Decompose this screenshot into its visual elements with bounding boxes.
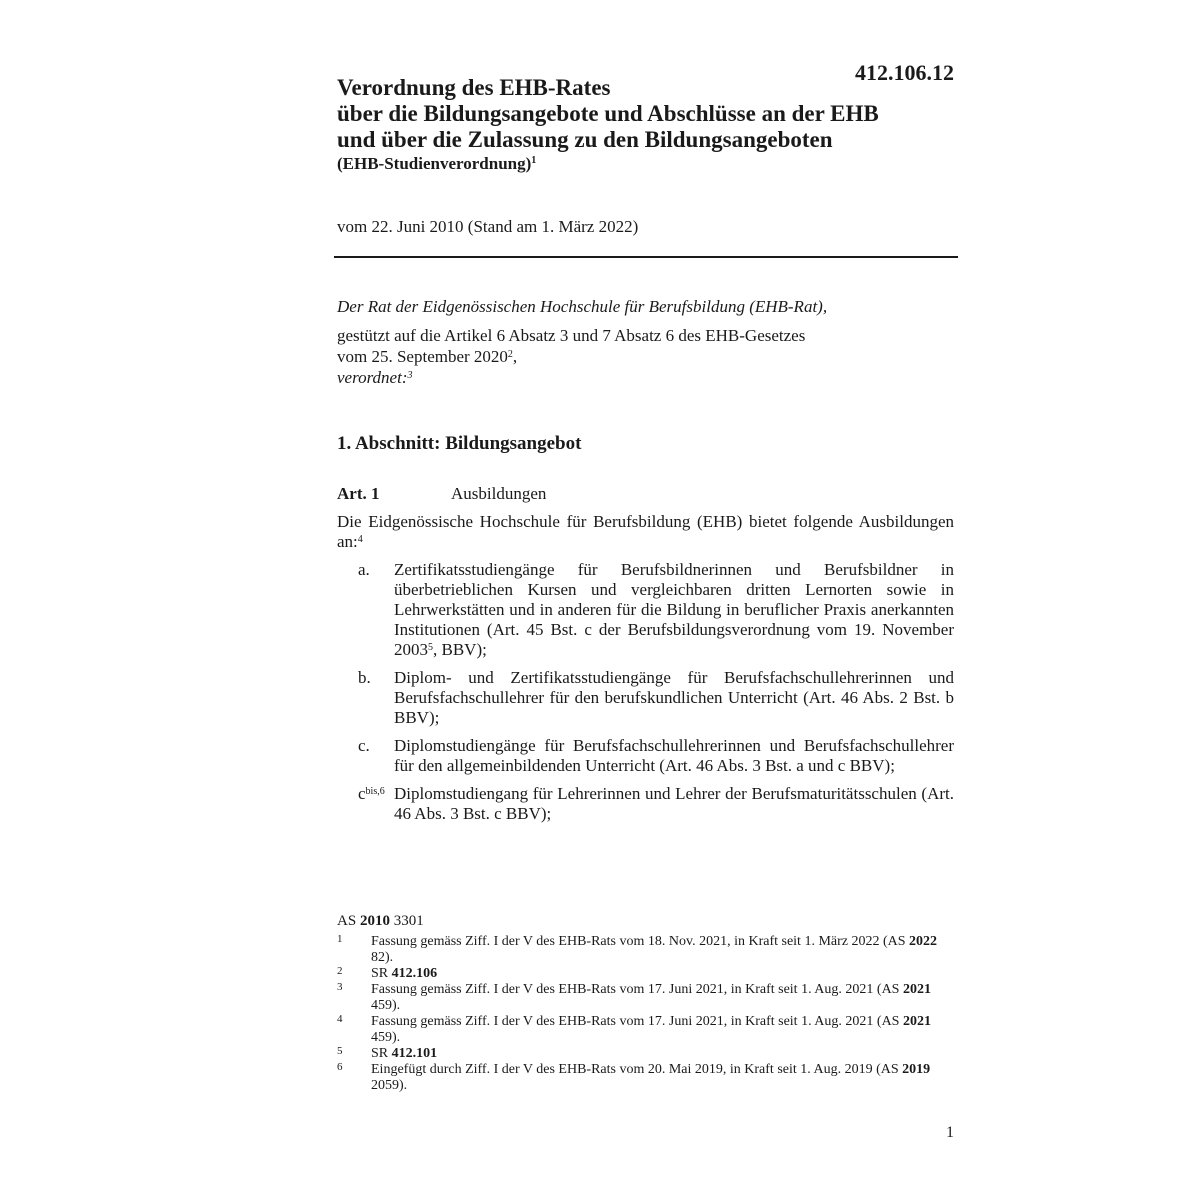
as-year: 2010 — [359, 913, 390, 929]
list-item — [337, 668, 954, 728]
footnote-text: Eingefügt durch Ziff. I der V des EHB-Rats vom 20. Mai 2019, in Kraft seit 1. Aug. 2019 (AS — [371, 1062, 903, 1077]
list-marker: b. — [358, 668, 371, 687]
footnote-number: 5 — [337, 1045, 343, 1057]
footnote-ref[interactable]: 5 — [428, 642, 433, 653]
list-item — [337, 736, 954, 776]
footnote-text-end: 459). — [371, 998, 401, 1013]
title-line: über die Bildungsangebote und Abschlüsse an der EHB — [337, 101, 879, 126]
footnote-text: Fassung gemäss Ziff. I der V des EHB-Rats vom 18. Nov. 2021, in Kraft seit 1. März 2022 (AS — [371, 934, 910, 949]
footnote-number: 6 — [337, 1061, 343, 1073]
date-line: vom 22. Juni 2010 (Stand am 1. März 2022) — [337, 217, 639, 236]
footnote-text: SR — [371, 1046, 392, 1061]
footnote-text: Fassung gemäss Ziff. I der V des EHB-Rats vom 17. Juni 2021, in Kraft seit 1. Aug. 2021 (AS — [371, 1014, 903, 1029]
footnotes — [337, 934, 954, 1094]
section-heading: 1. Abschnitt: Bildungsangebot — [337, 433, 582, 454]
footnote — [337, 966, 954, 982]
short-title — [337, 154, 536, 174]
as-reference — [337, 913, 424, 930]
footnote-ref[interactable]: bis,6 — [365, 786, 385, 797]
article-intro — [337, 512, 954, 552]
footnote-bold: 2022 — [909, 934, 938, 949]
preamble-basis-line — [337, 346, 957, 367]
footnote-number: 3 — [337, 981, 343, 993]
as-page: 3301 — [393, 913, 424, 929]
sr-number: 412.106.12 — [855, 60, 954, 85]
footnote-bold: 2021 — [902, 1014, 931, 1029]
footnote-number: 4 — [337, 1013, 343, 1025]
footnote-number: 2 — [337, 965, 343, 977]
article-list — [337, 560, 954, 824]
list-item-text — [394, 560, 954, 660]
list-marker — [358, 784, 385, 804]
footnote-ref[interactable]: 1 — [531, 155, 537, 166]
decree-text: verordnet: — [337, 368, 408, 387]
document-title — [337, 75, 957, 153]
preamble — [337, 296, 957, 388]
footnote-bold[interactable]: 412.106 — [391, 966, 438, 981]
preamble-basis-text: vom 25. September 2020 — [337, 347, 508, 366]
article-body — [337, 512, 954, 832]
footnote-number: 1 — [337, 933, 343, 945]
list-marker-letter: c — [358, 784, 366, 803]
list-item-text: Diplomstudiengang für Lehrerinnen und Lehrer der Berufsmaturitätsschulen (Art. 46 Abs. 3 Bst. c BBV); — [394, 784, 954, 823]
footnote-ref[interactable]: 3 — [407, 370, 413, 381]
list-item-body: Zertifikatsstudiengänge für Berufsbildnerinnen und Berufsbildner in überbetrieblichen Kursen und vergleichbaren dritten Lernorten sowie in Lehrwerkstätten und in anderen für die Bildung in beruflicher Praxis anerkannten Institutionen (Art. 45 Bst. c der Berufsbildungsverordnung vom 19. November 2003 — [394, 560, 954, 659]
footnote-bold: 2019 — [902, 1062, 931, 1077]
list-marker: a. — [358, 560, 370, 579]
footnote-bold: 2021 — [902, 982, 931, 997]
page-number: 1 — [946, 1124, 954, 1141]
list-marker: c. — [358, 736, 370, 755]
as-prefix: AS — [337, 913, 357, 929]
article-title: Ausbildungen — [451, 484, 547, 503]
title-line: Verordnung des EHB-Rates — [337, 75, 611, 100]
footnote-text-end: 459). — [371, 1030, 401, 1045]
list-item-body-end: , BBV); — [433, 640, 487, 659]
preamble-basis-line: gestützt auf die Artikel 6 Absatz 3 und 7 Absatz 6 des EHB-Gesetzes — [337, 326, 806, 345]
footnote — [337, 934, 954, 966]
footnote-text-end: 82). — [371, 950, 394, 965]
list-item-text: Diplom- und Zertifikatsstudiengänge für Berufsfachschullehrerinnen und Berufsfachschullehrer für den berufskundlichen Unterricht (Art. 46 Abs. 2 Bst. b BBV); — [394, 668, 954, 727]
footnote-text: Fassung gemäss Ziff. I der V des EHB-Rats vom 17. Juni 2021, in Kraft seit 1. Aug. 2021 (AS — [371, 982, 903, 997]
short-title-text: (EHB-Studienverordnung) — [337, 154, 532, 173]
footnote-ref[interactable]: 2 — [507, 349, 513, 360]
footnote-text-end: 2059). — [371, 1078, 408, 1093]
footnote — [337, 982, 954, 1014]
footnote — [337, 1062, 954, 1094]
footnote — [337, 1046, 954, 1062]
footnote-bold[interactable]: 412.101 — [391, 1046, 438, 1061]
list-item-text: Diplomstudiengänge für Berufsfachschullehrerinnen und Berufsfachschullehrer für den allgemeinbildenden Unterricht (Art. 46 Abs. 3 Bst. a und c BBV); — [394, 736, 954, 775]
footnote — [337, 1014, 954, 1046]
list-item — [337, 784, 954, 824]
article-intro-text: Die Eidgenössische Hochschule für Berufsbildung (EHB) bietet folgende Ausbildungen an: — [337, 512, 954, 551]
preamble-intro: Der Rat der Eidgenössischen Hochschule für Berufsbildung (EHB-Rat), — [337, 297, 828, 316]
footnote-ref[interactable]: 4 — [357, 534, 363, 545]
title-line: und über die Zulassung zu den Bildungsangeboten — [337, 127, 833, 152]
footnote-text: SR — [371, 966, 392, 981]
article-heading — [337, 484, 546, 504]
list-item — [337, 560, 954, 660]
preamble-decree — [337, 367, 957, 388]
punctuation: , — [512, 347, 518, 366]
article-number: Art. 1 — [337, 484, 380, 503]
header-divider — [334, 256, 958, 258]
